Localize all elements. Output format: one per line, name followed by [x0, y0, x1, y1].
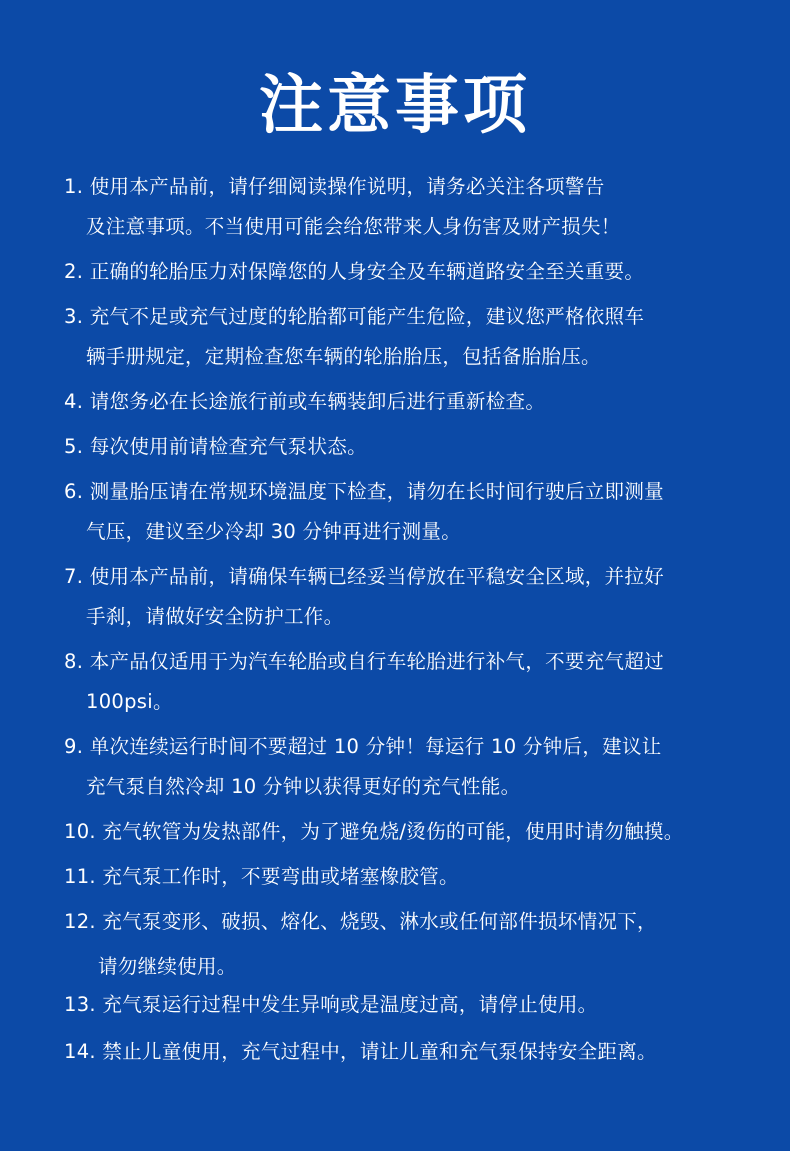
list-item-line: 13. 充气泵运行过程中发生异响或是温度过高，请停止使用。 — [64, 993, 598, 1016]
list-item-line: 气压，建议至少冷却 30 分钟再进行测量。 — [86, 520, 462, 543]
list-item-line: 7. 使用本产品前，请确保车辆已经妥当停放在平稳安全区域，并拉好 — [64, 565, 664, 588]
page-title: 注意事项 — [259, 69, 531, 143]
list-item-line: 1. 使用本产品前，请仔细阅读操作说明，请务必关注各项警告 — [64, 175, 605, 198]
list-item-line: 2. 正确的轮胎压力对保障您的人身安全及车辆道路安全至关重要。 — [64, 260, 645, 283]
list-item-line: 充气泵自然冷却 10 分钟以获得更好的充气性能。 — [86, 775, 521, 798]
list-item-line: 3. 充气不足或充气过度的轮胎都可能产生危险，建议您严格依照车 — [64, 305, 645, 328]
list-item-line: 10. 充气软管为发热部件，为了避免烧/烫伤的可能，使用时请勿触摸。 — [64, 820, 684, 843]
list-item-line: 9. 单次连续运行时间不要超过 10 分钟！每运行 10 分钟后，建议让 — [64, 735, 662, 758]
list-item-line: 11. 充气泵工作时，不要弯曲或堵塞橡胶管。 — [64, 865, 459, 888]
list-item-line: 手刹，请做好安全防护工作。 — [86, 605, 344, 628]
list-item-line: 6. 测量胎压请在常规环境温度下检查，请勿在长时间行驶后立即测量 — [64, 480, 664, 503]
list-item-line: 4. 请您务必在长途旅行前或车辆装卸后进行重新检查。 — [64, 390, 546, 413]
list-item-line: 请勿继续使用。 — [98, 955, 237, 978]
list-item-line: 14. 禁止儿童使用，充气过程中，请让儿童和充气泵保持安全距离。 — [64, 1040, 657, 1063]
list-item-line: 5. 每次使用前请检查充气泵状态。 — [64, 435, 367, 458]
list-item-line: 及注意事项。不当使用可能会给您带来人身伤害及财产损失！ — [86, 215, 621, 238]
list-item-line: 12. 充气泵变形、破损、熔化、烧毁、淋水或任何部件损坏情况下， — [64, 910, 657, 933]
list-item-line: 100psi。 — [86, 690, 173, 713]
list-item-line: 8. 本产品仅适用于为汽车轮胎或自行车轮胎进行补气，不要充气超过 — [64, 650, 664, 673]
list-item-line: 辆手册规定，定期检查您车辆的轮胎胎压，包括备胎胎压。 — [86, 345, 601, 368]
